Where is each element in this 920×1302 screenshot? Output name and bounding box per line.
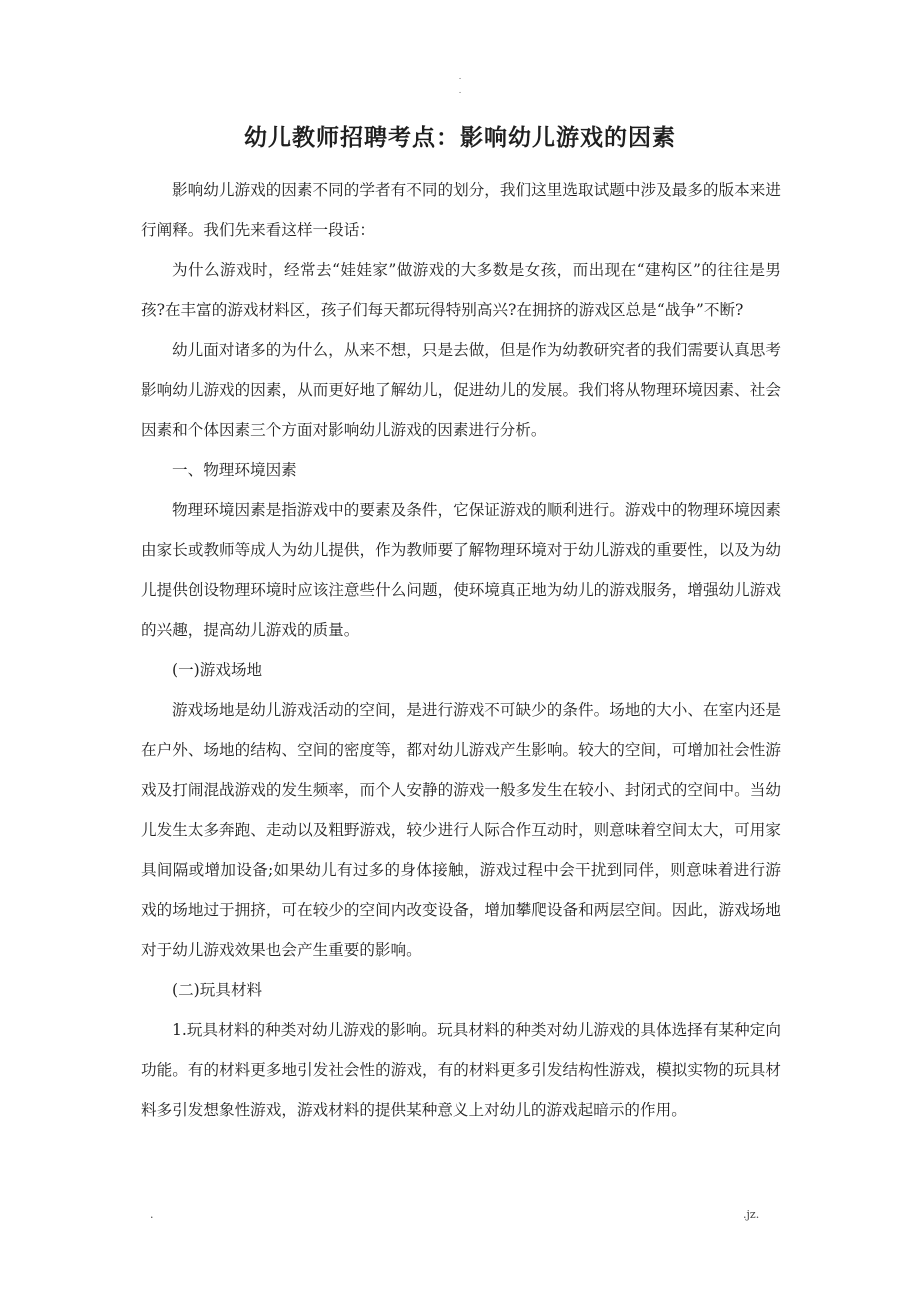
paragraph-toy-types: 1.玩具材料的种类对幼儿游戏的影响。玩具材料的种类对幼儿游戏的具体选择有某种定向功能。有的材料更多地引发社会性的游戏，有的材料更多引发结构性游戏，模拟实物的玩具材料多引发想象性游戏，游戏材料的提供某种意义上对幼儿的游戏起暗示的作用。 [141, 1021, 781, 1119]
paragraph-physical-environment: 物理环境因素是指游戏中的要素及条件，它保证游戏的顺利进行。游戏中的物理环境因素由家长或教师等成人为幼儿提供，作为教师要了解物理环境对于幼儿游戏的重要性，以及为幼儿提供创设物理环境时应该注意些什么问题，使环境真正地为幼儿的游戏服务，增强幼儿游戏的兴趣，提高幼儿游戏的质量。 [141, 501, 781, 639]
footer-right-mark: .jz. [743, 1208, 760, 1221]
paragraph-overview: 幼儿面对诸多的为什么，从来不想，只是去做，但是作为幼教研究者的我们需要认真思考影响幼儿游戏的因素，从而更好地了解幼儿，促进幼儿的发展。我们将从物理环境因素、社会因素和个体因素三个方面对影响幼儿游戏的因素进行分析。 [141, 341, 781, 439]
header-mark: . [458, 72, 462, 81]
paragraph-play-space: 游戏场地是幼儿游戏活动的空间，是进行游戏不可缺少的条件。场地的大小、在室内还是在户外、场地的结构、空间的密度等，都对幼儿游戏产生影响。较大的空间，可增加社会性游戏及打闹混战游戏的发生频率，而个人安静的游戏一般多发生在较小、封闭式的空间中。当幼儿发生太多奔跑、走动以及粗野游戏，较少进行人际合作互动时，则意味着空间太大，可用家具间隔或增加设备;如果幼儿有过多的身体接触，游戏过程中会干扰到同伴，则意味着进行游戏的场地过于拥挤，可在较少的空间内改变设备，增加攀爬设备和两层空间。因此，游戏场地对于幼儿游戏效果也会产生重要的影响。 [141, 701, 781, 959]
document-body [141, 170, 781, 1130]
section-heading-physical-environment: 一、物理环境因素 [172, 461, 297, 479]
page-footer [0, 1208, 920, 1228]
footer-left-mark: . [150, 1208, 154, 1221]
document-title: 幼儿教师招聘考点：影响幼儿游戏的因素 [244, 125, 676, 151]
subsection-heading-toys-materials: (二)玩具材料 [172, 981, 263, 999]
subsection-heading-play-space: (一)游戏场地 [172, 661, 263, 679]
paragraph-intro: 影响幼儿游戏的因素不同的学者有不同的划分，我们这里选取试题中涉及最多的版本来进行阐释。我们先来看这样一段话： [141, 181, 781, 239]
header-mark: . [458, 86, 462, 95]
paragraph-question: 为什么游戏时，经常去“娃娃家”做游戏的大多数是女孩，而出现在“建构区”的往往是男孩?在丰富的游戏材料区，孩子们每天都玩得特别高兴?在拥挤的游戏区总是“战争”不断? [141, 261, 781, 319]
